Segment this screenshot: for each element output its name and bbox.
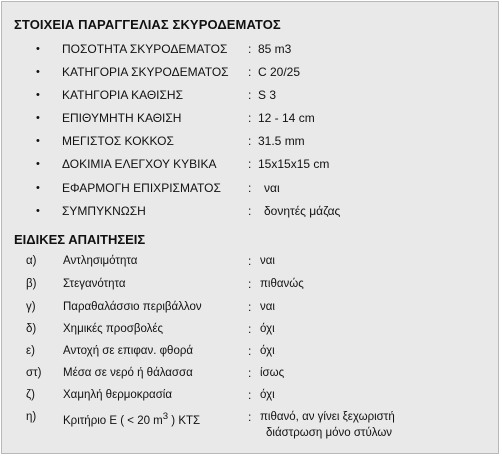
order-item-value: 12 - 14 cm — [258, 111, 315, 125]
colon: : — [248, 181, 252, 195]
order-item-label: ΚΑΤΗΓΟΡΙΑ ΚΑΘΙΣΗΣ — [62, 88, 183, 102]
bullet: • — [36, 158, 40, 170]
colon: : — [248, 88, 252, 102]
order-item-label: ΕΠΙΘΥΜΗΤΗ ΚΑΘΙΣΗ — [62, 111, 182, 125]
order-item — [2, 155, 500, 173]
colon: : — [248, 388, 252, 402]
order-item — [2, 132, 500, 150]
order-item-value: 31.5 mm — [258, 134, 305, 148]
requirement-value: όχι — [260, 345, 275, 357]
requirement-marker: γ) — [26, 301, 36, 313]
requirement-marker: α) — [26, 255, 37, 267]
requirement-item — [2, 386, 500, 404]
criterion-suffix: ) ΚΤΣ — [168, 414, 201, 427]
colon: : — [248, 42, 252, 56]
requirement-label: Χημικές προσβολές — [63, 323, 164, 335]
requirement-item — [2, 320, 500, 338]
requirement-item — [2, 252, 500, 270]
bullet: • — [36, 43, 40, 55]
order-item-value: 15x15x15 cm — [258, 157, 330, 171]
requirement-marker: ε) — [26, 345, 35, 357]
order-item-value: S 3 — [258, 88, 277, 102]
requirement-marker: στ) — [26, 367, 42, 379]
colon: : — [248, 366, 252, 380]
requirement-marker: δ) — [26, 323, 37, 335]
requirements-title: ΕΙΔΙΚΕΣ ΑΠΑΙΤΗΣΕΙΣ — [14, 232, 146, 247]
order-item-label: ΣΥΜΠΥΚΝΩΣΗ — [62, 204, 146, 218]
colon: : — [248, 65, 252, 79]
requirement-marker: ζ) — [26, 389, 35, 401]
colon: : — [248, 111, 252, 125]
order-item-value: ναι — [264, 181, 280, 195]
colon: : — [248, 277, 252, 291]
order-item — [2, 86, 500, 104]
colon: : — [248, 204, 252, 218]
order-item — [2, 63, 500, 81]
requirement-value: όχι — [260, 323, 275, 335]
requirement-item — [2, 364, 500, 382]
order-item — [2, 179, 500, 197]
requirement-label: Στεγανότητα — [63, 278, 126, 290]
requirement-value: όχι — [260, 389, 275, 401]
colon: : — [248, 254, 252, 268]
order-item — [2, 40, 500, 58]
bullet: • — [36, 66, 40, 78]
superscript-3: 3 — [162, 411, 169, 422]
requirement-value: ναι — [260, 255, 275, 267]
bullet: • — [36, 135, 40, 147]
requirement-value: πιθανώς — [260, 278, 304, 290]
requirement-marker: η) — [26, 411, 37, 423]
requirement-value: ναι — [260, 301, 275, 313]
bullet: • — [36, 182, 40, 194]
order-item-label: ΔΟΚΙΜΙΑ ΕΛΕΓΧΟΥ ΚΥΒΙΚΑ — [62, 157, 217, 171]
requirement-label: Χαμηλή θερμοκρασία — [63, 389, 173, 401]
requirement-item — [2, 342, 500, 360]
order-item-value: 85 m3 — [258, 42, 292, 56]
order-item-label: ΕΦΑΡΜΟΓΗ ΕΠΙΧΡΙΣΜΑΤΟΣ — [62, 181, 221, 195]
requirement-marker: β) — [26, 278, 37, 290]
requirement-label — [63, 408, 200, 430]
colon: : — [248, 410, 252, 424]
colon: : — [248, 134, 252, 148]
requirement-label: Μέσα σε νερό ή θάλασσα — [63, 367, 193, 379]
order-panel — [1, 1, 499, 454]
requirement-label: Παραθαλάσσιο περιβάλλον — [63, 301, 202, 313]
bullet: • — [36, 205, 40, 217]
requirement-label: Αντοχή σε επιφαν. φθορά — [63, 345, 194, 357]
colon: : — [248, 344, 252, 358]
requirement-value-continued: διάστρωση μόνο στύλων — [266, 427, 393, 439]
order-item-value: C 20/25 — [258, 65, 301, 79]
colon: : — [248, 300, 252, 314]
requirement-item — [2, 275, 500, 293]
colon: : — [248, 322, 252, 336]
colon: : — [248, 157, 252, 171]
order-item-value: δονητές μάζας — [264, 204, 341, 218]
requirement-item — [2, 298, 500, 316]
requirement-item — [2, 408, 500, 426]
criterion-text: Κριτήριο Ε ( < 20 m — [63, 414, 163, 427]
bullet: • — [36, 89, 40, 101]
order-item-label: ΚΑΤΗΓΟΡΙΑ ΣΚΥΡΟΔΕΜΑΤΟΣ — [62, 65, 229, 79]
requirement-label: Αντλησιμότητα — [63, 255, 138, 267]
order-item-label: ΠΟΣΟΤΗΤΑ ΣΚΥΡΟΔΕΜΑΤΟΣ — [62, 42, 228, 56]
order-item-label: ΜΕΓΙΣΤΟΣ ΚΟΚΚΟΣ — [62, 134, 174, 148]
order-item — [2, 202, 500, 220]
bullet: • — [36, 112, 40, 124]
order-item — [2, 109, 500, 127]
requirement-value: πιθανό, αν γίνει ξεχωριστή — [260, 411, 395, 423]
requirement-value: ίσως — [260, 367, 285, 379]
order-title: ΣΤΟΙΧΕΙΑ ΠΑΡΑΓΓΕΛΙΑΣ ΣΚΥΡΟΔΕΜΑΤΟΣ — [14, 17, 281, 32]
